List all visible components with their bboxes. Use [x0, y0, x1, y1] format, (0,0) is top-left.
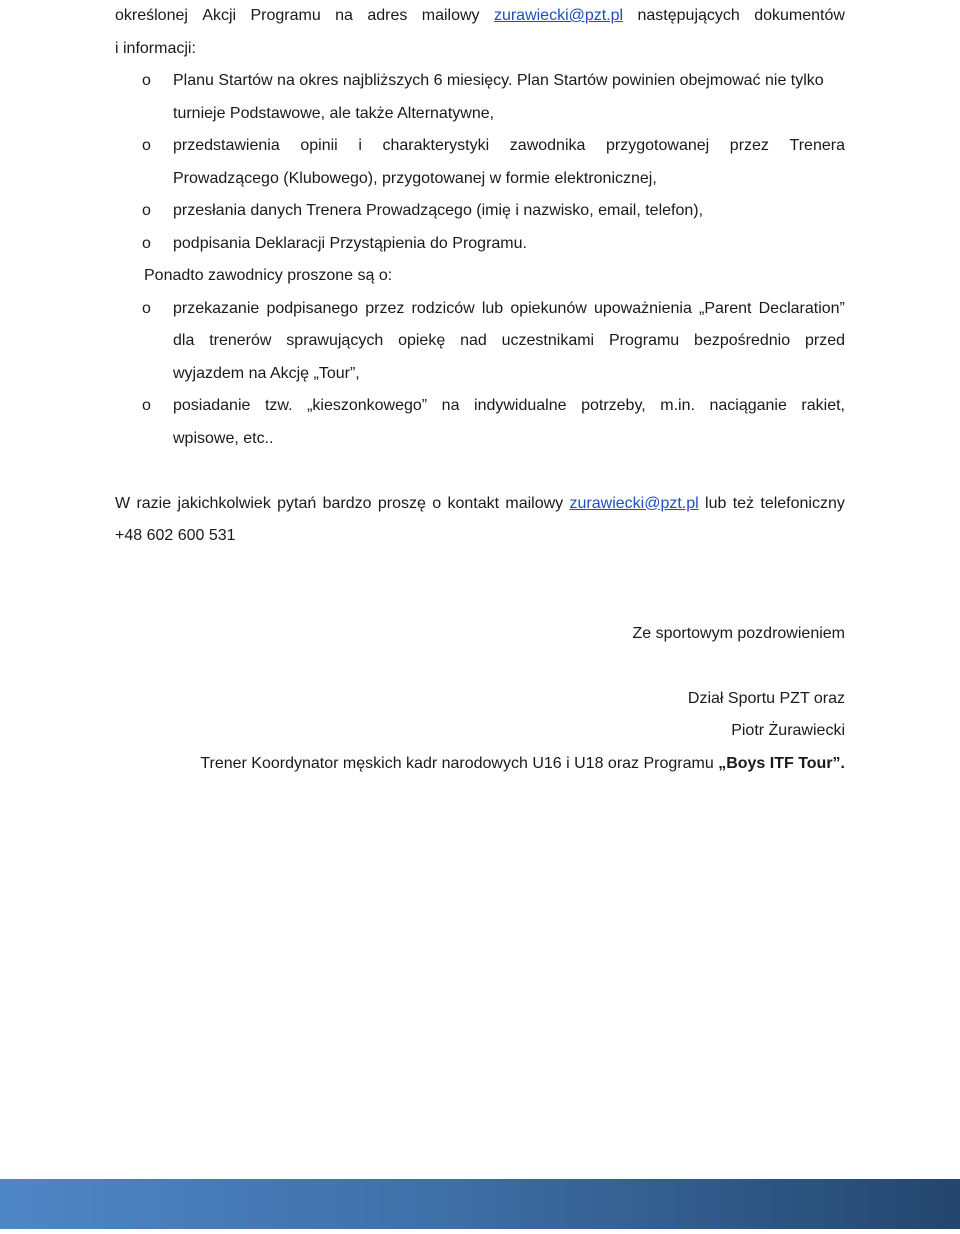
players-intro: Ponadto zawodnicy proszone są o:	[144, 267, 393, 284]
footer-bar	[0, 1179, 960, 1229]
bullet-icon: o	[142, 299, 151, 317]
list-item-text	[173, 293, 845, 326]
word: Akcji	[202, 7, 237, 24]
word: przedstawienia	[173, 137, 280, 154]
signature-name: Piotr Żurawiecki	[731, 722, 845, 739]
word: opiekunów	[510, 299, 587, 317]
word: telefoniczny	[760, 494, 845, 512]
list-item-text: podpisania Deklaracji Przystąpienia do Programu.	[173, 234, 527, 252]
word: opiekę	[398, 332, 446, 349]
word: uczestnikami	[501, 332, 595, 349]
bullet-icon: o	[142, 397, 151, 414]
bullet-icon: o	[142, 137, 151, 154]
list-item-text: wpisowe, etc..	[173, 429, 274, 447]
list-item-text: Prowadzącego (Klubowego), przygotowanej w formie elektronicznej,	[173, 169, 657, 187]
list-item	[115, 65, 845, 130]
word: „kieszonkowego”	[307, 397, 428, 414]
signature-role	[115, 748, 845, 781]
word: upoważnienia	[593, 299, 692, 317]
word: przygotowanej	[606, 137, 710, 154]
email-link[interactable]: zurawiecki@pzt.pl	[569, 494, 699, 512]
list-item-text	[173, 325, 845, 358]
word: bardzo	[322, 494, 372, 512]
list-item-text: Planu Startów na okres najbliższych 6 miesięcy. Plan Startów powinien obejmować nie tylko	[173, 72, 824, 89]
word: Trenera	[789, 137, 845, 154]
word: na	[335, 7, 353, 24]
word: bezpośrednio	[694, 332, 791, 349]
contact-line-1	[115, 488, 845, 521]
word: mailowy	[505, 494, 564, 512]
list-item	[115, 293, 845, 391]
word: przekazanie	[173, 299, 260, 317]
word: rakiet,	[801, 397, 845, 414]
word: dokumentów	[754, 7, 845, 24]
signature-greeting: Ze sportowym pozdrowieniem	[632, 624, 845, 642]
list-item-text: turnieje Podstawowe, ale także Alternatywne,	[173, 104, 495, 122]
word: Programu	[608, 332, 680, 349]
word: jakichkolwiek	[177, 494, 271, 512]
word: „Parent	[699, 299, 752, 317]
spacer	[115, 650, 845, 683]
word: i	[358, 137, 362, 154]
bullet-icon: o	[142, 72, 151, 89]
word: Declaration”	[758, 299, 845, 317]
word: adres	[367, 7, 408, 24]
word: potrzeby,	[581, 397, 646, 414]
word: podpisanego	[266, 299, 359, 317]
word: posiadanie	[173, 397, 251, 414]
list-item-text	[173, 390, 845, 423]
list-item	[115, 130, 845, 195]
word: razie	[136, 494, 172, 512]
word: następujących	[637, 7, 740, 24]
bullet-icon: o	[142, 202, 151, 219]
word: lub	[481, 299, 504, 317]
signature-department: Dział Sportu PZT oraz	[687, 689, 845, 707]
word: na	[441, 397, 460, 414]
word: kontakt	[447, 494, 500, 512]
word: też	[732, 494, 755, 512]
word: indywidualne	[474, 397, 567, 414]
word: rodziców	[411, 299, 475, 317]
list-item-text: wyjazdem na Akcję „Tour”,	[173, 364, 360, 382]
list-item-text	[173, 130, 845, 163]
spacer	[115, 553, 845, 586]
word: naciąganie	[709, 397, 787, 414]
word: przez	[729, 137, 769, 154]
list-item	[115, 195, 845, 228]
word: opinii	[300, 137, 338, 154]
email-link[interactable]: zurawiecki@pzt.pl	[493, 7, 624, 24]
word: przed	[804, 332, 845, 349]
word: określonej	[115, 7, 188, 24]
word: proszę	[377, 494, 426, 512]
spacer	[115, 455, 845, 488]
word: mailowy	[421, 7, 480, 24]
word: pytań	[277, 494, 317, 512]
word: o	[432, 494, 442, 512]
word: m.in.	[660, 397, 695, 414]
signature-role-text: Trener Koordynator męskich kadr narodowych U16 i U18 oraz Programu	[200, 754, 719, 772]
list-item-text: przesłania danych Trenera Prowadzącego (imię i nazwisko, email, telefon),	[173, 202, 704, 219]
word: W	[115, 494, 131, 512]
intro-line-1	[115, 0, 845, 33]
word: charakterystyki	[382, 137, 490, 154]
word: lub	[705, 494, 727, 512]
list-item	[115, 228, 845, 261]
word: dla	[173, 332, 195, 349]
word: trenerów	[209, 332, 272, 349]
program-name: „Boys ITF Tour”.	[718, 754, 845, 772]
document-body	[115, 0, 845, 780]
word: sprawujących	[286, 332, 384, 349]
spacer	[115, 585, 845, 618]
intro-line-2: i informacji:	[115, 39, 196, 57]
word: Programu	[250, 7, 321, 24]
bullet-icon: o	[142, 234, 151, 252]
list-item	[115, 390, 845, 455]
word: zawodnika	[509, 137, 586, 154]
word: nad	[460, 332, 487, 349]
contact-phone: +48 602 600 531	[115, 527, 236, 544]
word: tzw.	[264, 397, 293, 414]
word: przez	[365, 299, 405, 317]
